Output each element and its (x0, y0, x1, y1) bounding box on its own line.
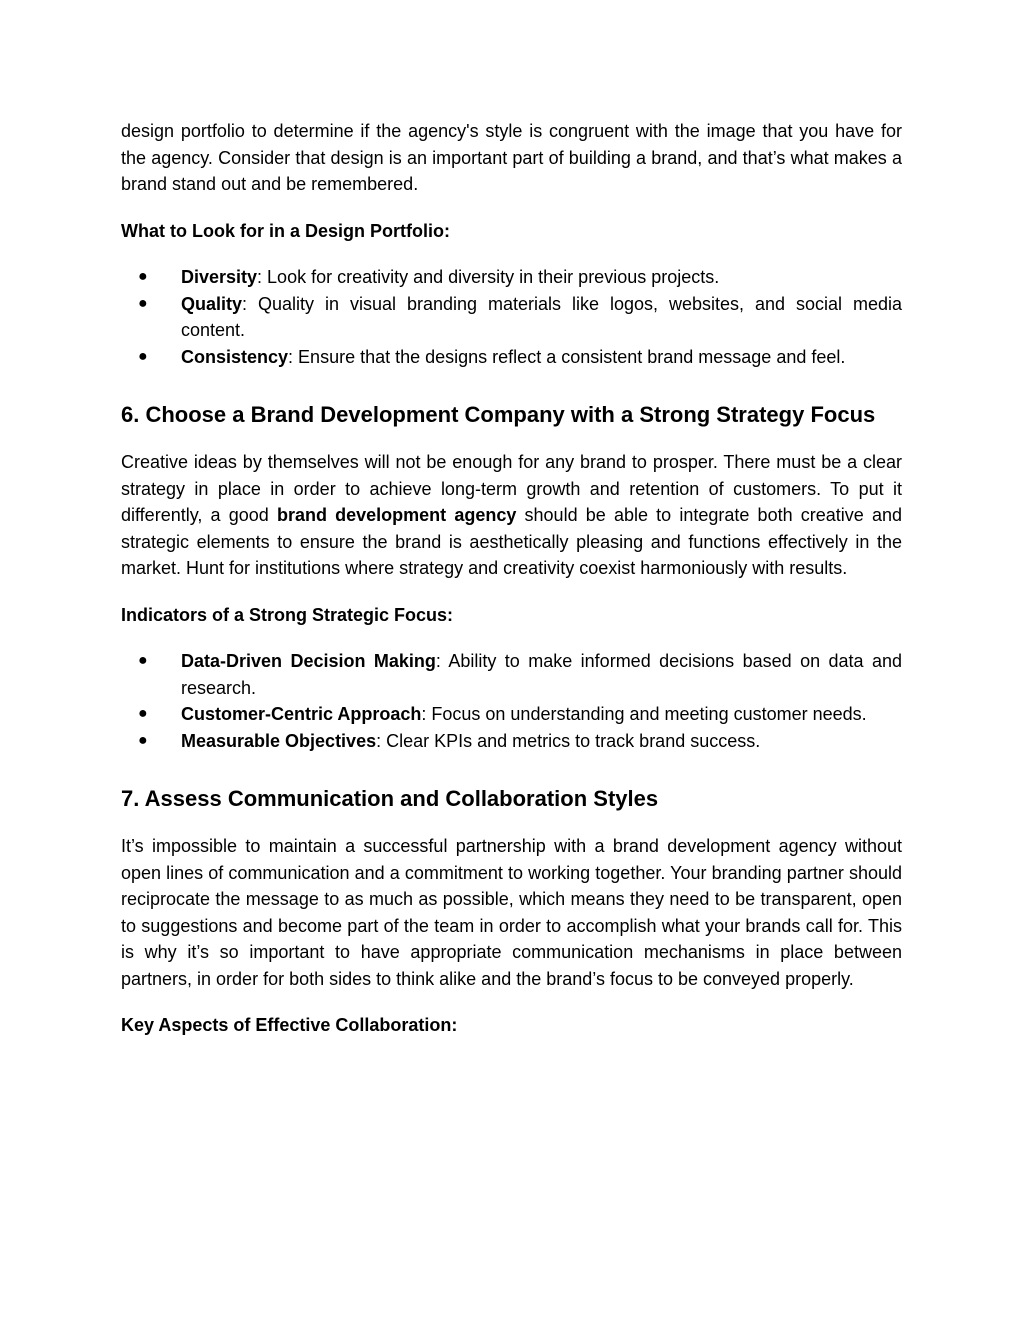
bullet-icon: ● (138, 347, 148, 365)
list-item (138, 344, 902, 371)
section-6-emphasis: brand development agency (276, 505, 517, 525)
section-6-heading: 6. Choose a Brand Development Company with a Strong Strategy Focus (121, 402, 876, 427)
strategy-list (121, 648, 902, 754)
collaboration-subheading: Key Aspects of Effective Collaboration: (121, 1015, 458, 1035)
strategy-subheading: Indicators of a Strong Strategic Focus: (121, 604, 454, 625)
bullet-icon: ● (138, 731, 148, 749)
bullet-icon: ● (138, 268, 148, 285)
list-item (138, 728, 902, 755)
section-7-paragraph: It’s impossible to maintain a successful partnership with a brand development agency without open lines of communication and a commitment to working together. Your branding partner should reciprocate the message to as much as possible, which means they need to be transparent, open to suggestions and become part of the team in order to accomplish what your brands call for. This is why it’s so important to have appropriate communication mechanisms in place between partners, in order for both sides to think alike and the brand’s focus to be conveyed properly. (121, 836, 902, 989)
list-item-term: Data-Driven Decision Making (181, 651, 436, 671)
list-item-desc: : Ability to make informed decisions based on data and research. (181, 651, 903, 698)
bullet-icon: ● (138, 294, 148, 312)
portfolio-subheading: What to Look for in a Design Portfolio: (121, 220, 450, 241)
list-item-desc: : Clear KPIs and metrics to track brand success. (376, 730, 761, 751)
section-6-paragraph (121, 449, 902, 582)
list-item (138, 291, 902, 344)
section-7-heading: 7. Assess Communication and Collaboration Styles (121, 786, 659, 811)
list-item-term: Quality (181, 293, 243, 314)
list-item (138, 264, 902, 291)
portfolio-list (121, 264, 902, 370)
intro-paragraph: design portfolio to determine if the agency's style is congruent with the image that you have for the agency. Consider that design is an important part of building a brand, and that’s what makes a brand stand out and be remembered. (121, 121, 902, 194)
list-item (138, 701, 902, 728)
list-item (138, 648, 903, 701)
list-item-term: Customer-Centric Approach (181, 704, 422, 724)
list-item-term: Measurable Objectives (181, 730, 377, 751)
section-6-text-start: Creative ideas by themselves will not be enough for any brand to prosper. There must be a clear strategy in place in order to achieve long-term growth and retention of customers. To put it differently, a good (121, 452, 902, 525)
list-item-term: Consistency (181, 346, 289, 367)
section-6-text-end: should be able to integrate both creative and strategic elements to ensure the brand is aesthetically pleasing and functions effectively in the market. Hunt for institutions where strategy and creativity coexist harmoniously with results. (121, 505, 902, 578)
document-page (121, 118, 902, 1059)
list-item-term: Diversity (181, 267, 258, 287)
list-item-desc: : Look for creativity and diversity in their previous projects. (257, 267, 720, 287)
bullet-icon: ● (138, 705, 148, 722)
list-item-desc: : Ensure that the designs reflect a consistent brand message and feel. (288, 346, 846, 367)
list-item-desc: : Quality in visual branding materials like logos, websites, and social media content. (181, 293, 902, 340)
list-item-desc: : Focus on understanding and meeting customer needs. (421, 704, 867, 724)
bullet-icon: ● (138, 652, 148, 669)
